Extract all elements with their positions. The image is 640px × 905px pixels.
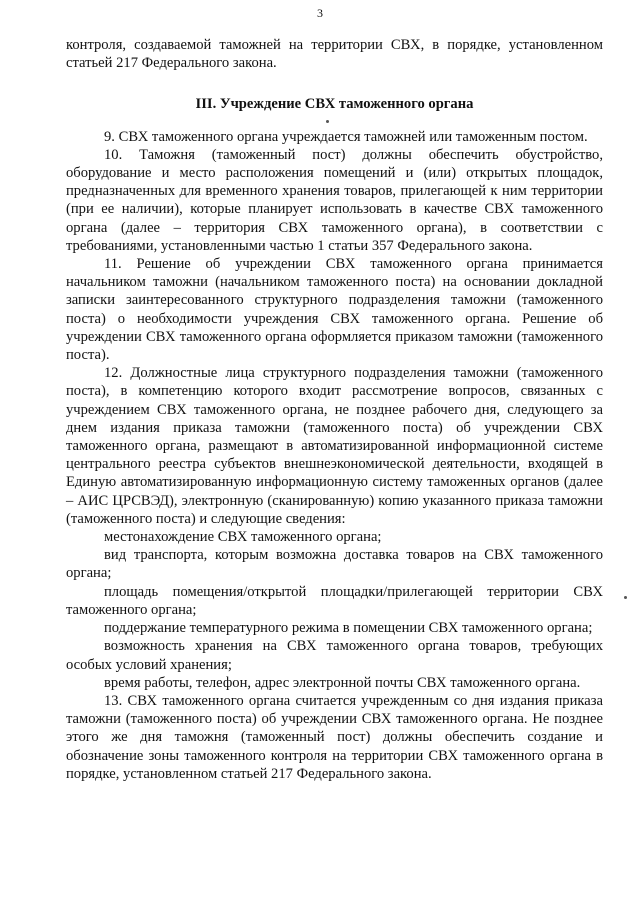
list-item-area: площадь помещения/открытой площадки/прилегающей территории СВХ таможенного органа; [66,583,603,618]
paragraph-continuation: контроля, создаваемой таможней на территории СВХ, в порядке, установленном статьей 217 Федерального закона. [66,37,603,72]
section-heading: III. Учреждение СВХ таможенного органа [195,96,474,113]
paragraph-10: 10. Таможня (таможенный пост) должны обеспечить обустройство, оборудование и место расположения помещений и (или) открытых площадок, предназначенных для временного хранения товаров, прилегающей к ним территории (при ее наличии), которые планирует использовать в качестве СВХ таможенного органа (далее – территория СВХ таможенного органа), в соответствии с требованиями, установленными частью 1 статьи 357 Федерального закона. [66,146,603,254]
page-number: 3 [317,6,323,20]
paragraph-9: 9. СВХ таможенного органа учреждается таможней или таможенным постом. [104,128,588,145]
list-item-contacts: время работы, телефон, адрес электронной почты СВХ таможенного органа. [104,674,581,691]
document-body [66,36,603,783]
scan-speck [326,120,329,123]
paragraph-11: 11. Решение об учреждении СВХ таможенного органа принимается начальником таможни (начальником таможенного поста) на основании докладной записки заинтересованного структурного подразделения таможни (таможенного поста) о необходимости учреждения СВХ таможенного органа. Решение об учреждении СВХ таможенного органа оформляется приказом таможни (таможенного поста). [66,256,603,364]
paragraph-13: 13. СВХ таможенного органа считается учрежденным со дня издания приказа таможни (таможенного поста) об учреждении СВХ таможенного органа. Не позднее этого же дня таможня (таможенный пост) должны обеспечить создание и обозначение зоны таможенного контроля на территории СВХ таможенного органа в порядке, установленном статьей 217 Федерального закона. [66,692,603,782]
list-item-special-storage: возможность хранения на СВХ таможенного органа товаров, требующих особых условий хранения; [66,638,603,673]
list-item-transport: вид транспорта, которым возможна доставка товаров на СВХ таможенного органа; [66,547,603,582]
scan-speck [624,596,627,599]
paragraph-12: 12. Должностные лица структурного подразделения таможни (таможенного поста), в компетенцию которого входит рассмотрение вопросов, связанных с учреждением СВХ таможенного органа, не позднее рабочего дня, следующего за днем издания приказа таможни (таможенного поста) об учреждении СВХ таможенного органа, размещают в автоматизированной информационной системе центрального реестра субъектов внешнеэкономической деятельности, входящей в Единую автоматизированную информационную систему таможенных органов (далее – АИС ЦРСВЭД), электронную (сканированную) копию указанного приказа таможни (таможенного поста) и следующие сведения: [66,365,603,527]
list-item-location: местонахождение СВХ таможенного органа; [104,529,382,546]
list-item-temperature: поддержание температурного режима в помещении СВХ таможенного органа; [104,620,593,637]
